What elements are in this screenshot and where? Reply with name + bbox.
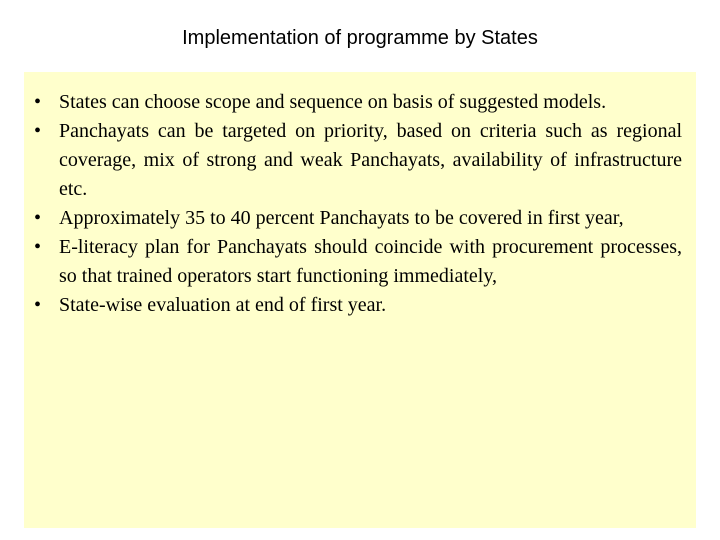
bullet-list xyxy=(24,72,696,320)
bullet-icon: • xyxy=(34,294,42,316)
content-panel xyxy=(24,72,696,528)
bullet-text: E-literacy plan for Panchayats should coincide with procurement processes, so that trained operators start functioning immediately, xyxy=(59,236,682,287)
bullet-text: Panchayats can be targeted on priority, based on criteria such as regional coverage, mix of strong and weak Panchayats, availability of infrastructure etc. xyxy=(59,120,682,200)
bullet-icon: • xyxy=(34,236,42,258)
bullet-icon: • xyxy=(34,91,42,113)
bullet-item xyxy=(34,117,682,204)
slide-title: Implementation of programme by States xyxy=(182,27,538,49)
bullet-item xyxy=(34,88,682,117)
bullet-text: States can choose scope and sequence on basis of suggested models. xyxy=(59,91,607,113)
bullet-text: State-wise evaluation at end of first year. xyxy=(59,294,387,316)
bullet-item xyxy=(34,233,682,291)
bullet-item xyxy=(34,204,682,233)
bullet-icon: • xyxy=(34,120,42,142)
bullet-item xyxy=(34,291,682,320)
bullet-icon: • xyxy=(34,207,42,229)
bullet-text: Approximately 35 to 40 percent Panchayats to be covered in first year, xyxy=(59,207,624,229)
